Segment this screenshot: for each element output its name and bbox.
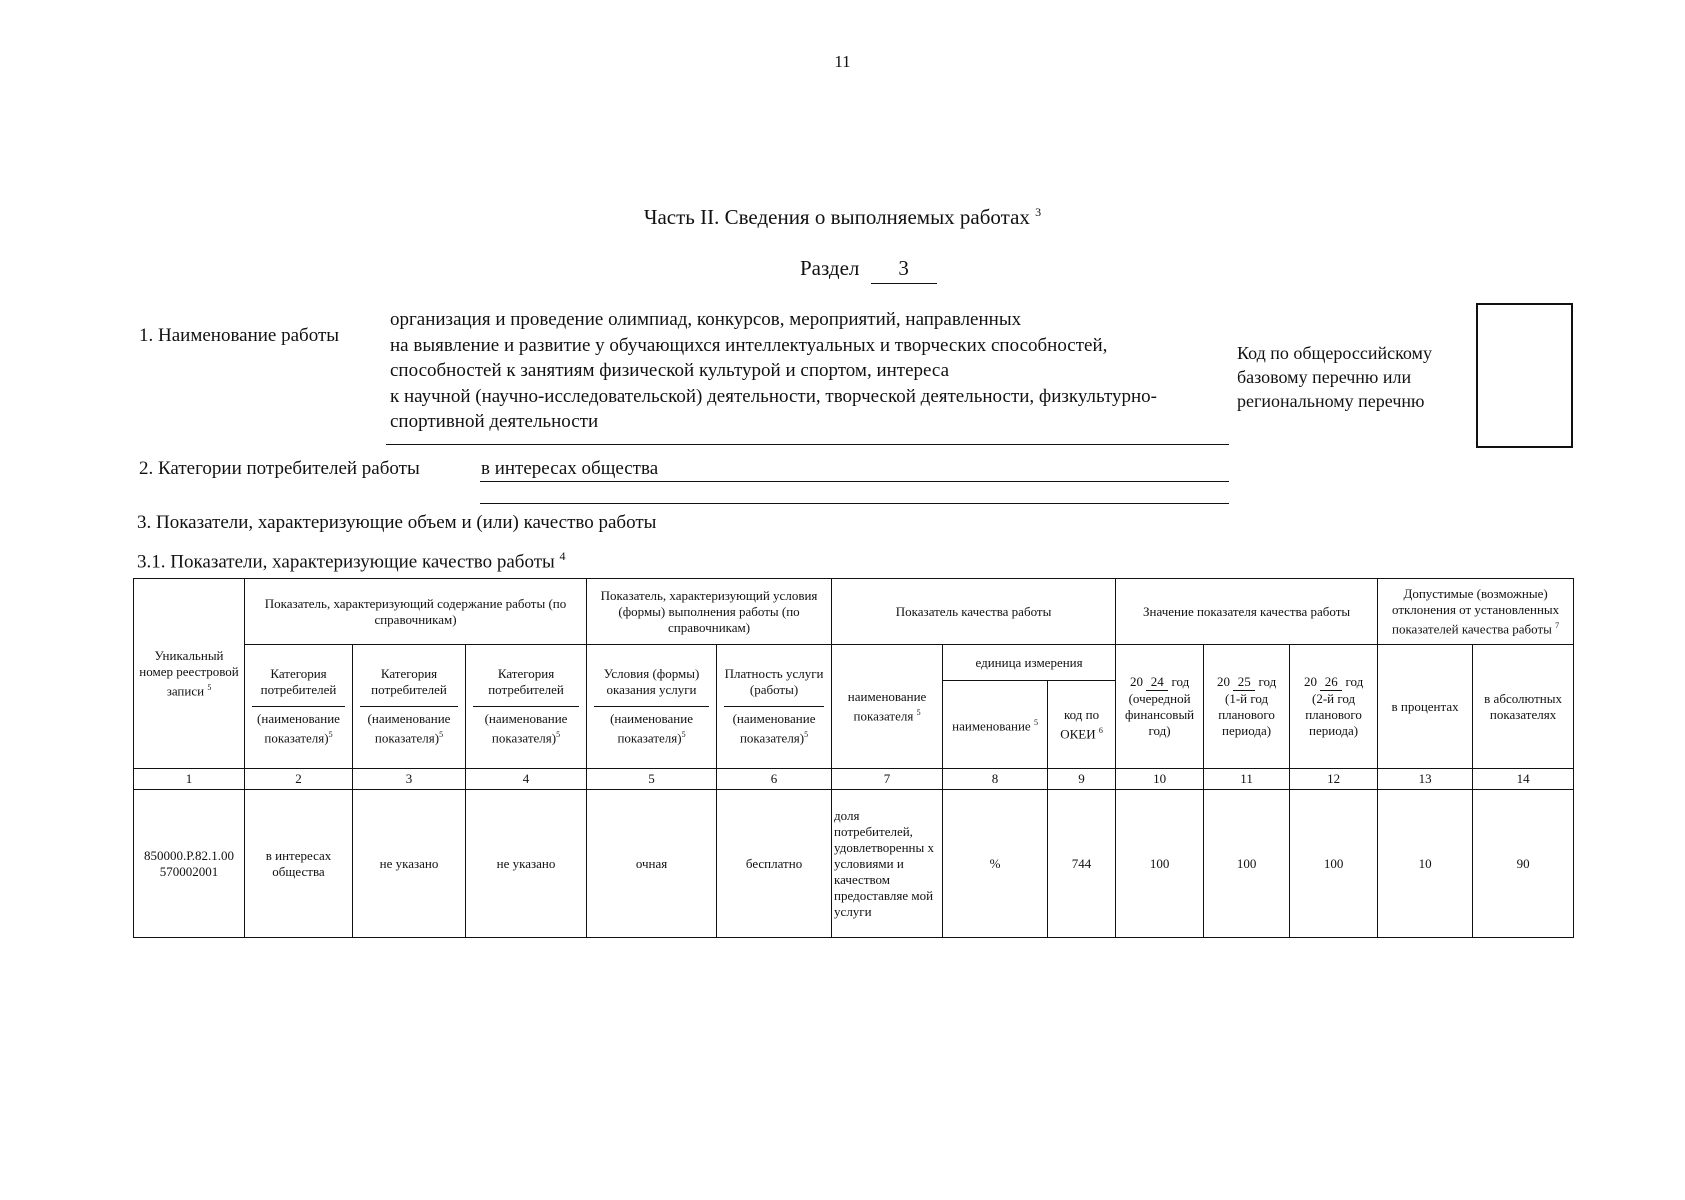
- year-3-desc: (2-й год планового периода): [1305, 691, 1362, 738]
- indicator-name-label: (наименование показателя): [257, 711, 340, 746]
- footnote: 5: [328, 730, 333, 740]
- year-word: год: [1171, 674, 1190, 689]
- year-2-desc: (1-й год планового периода): [1218, 691, 1275, 738]
- col-number: 12: [1290, 769, 1378, 790]
- conditions-form-label: Условия (формы) оказания услуги: [594, 666, 709, 707]
- col-number: 9: [1048, 769, 1116, 790]
- work-name-value: [390, 307, 1230, 435]
- header-unique-number: [134, 579, 245, 769]
- work-name-underline: [386, 444, 1229, 445]
- footnote: 5: [681, 730, 686, 740]
- category-label: Категория потребителей: [360, 666, 458, 707]
- footnote: 6: [1098, 725, 1103, 735]
- quality-table: [133, 578, 1574, 938]
- cell-value-3: 100: [1290, 790, 1378, 938]
- col-number: 4: [466, 769, 587, 790]
- cell-value-1: 100: [1116, 790, 1204, 938]
- year-prefix: 20: [1303, 674, 1317, 689]
- section-heading: [800, 256, 937, 284]
- payment-label: Платность услуги (работы): [724, 666, 824, 707]
- cell-unit: %: [943, 790, 1048, 938]
- header-category-3: [466, 645, 587, 769]
- consumers-underline-2: [480, 503, 1229, 504]
- header-unit: единица измерения: [943, 645, 1116, 681]
- indicator-name-label: (наименование показателя): [367, 711, 451, 746]
- col-number: 8: [943, 769, 1048, 790]
- cell-value-2: 100: [1204, 790, 1290, 938]
- work-name-line: спортивной деятельности: [390, 411, 599, 432]
- part-title-footnote: 3: [1035, 205, 1042, 219]
- consumers-underline: [480, 481, 1229, 482]
- header-okei: [1048, 681, 1116, 769]
- page-number: 11: [834, 52, 851, 71]
- header-deviation: [1378, 579, 1574, 645]
- year-1: 24: [1146, 674, 1168, 691]
- code-label: [1237, 341, 1457, 413]
- heading-3-1-text: 3.1. Показатели, характеризующие качество работы: [137, 551, 555, 573]
- year-3: 26: [1320, 674, 1342, 691]
- footnote: 5: [556, 730, 561, 740]
- code-box: [1476, 303, 1573, 448]
- footnote: 5: [207, 682, 212, 692]
- header-deviation-text: Допустимые (возможные) отклонения от установленных показателей качества работы: [1391, 585, 1560, 637]
- header-year-3: [1290, 645, 1378, 769]
- year-prefix: 20: [1216, 674, 1230, 689]
- code-label-line: Код по общероссийскому: [1237, 343, 1432, 363]
- work-name-line: на выявление и развитие у обучающихся интеллектуальных и творческих способностей,: [390, 334, 1108, 356]
- header-in-percent: в процентах: [1378, 645, 1473, 769]
- col-number: 6: [717, 769, 832, 790]
- part-title: [0, 205, 1685, 230]
- section-number: 3: [871, 256, 937, 284]
- header-conditions: Показатель, характеризующий условия (формы) выполнения работы (по справочникам): [587, 579, 832, 645]
- heading-3-1: [137, 549, 566, 573]
- cell-dev-abs: 90: [1473, 790, 1574, 938]
- table-row: [134, 790, 1574, 938]
- indicator-name-label: (наименование показателя): [484, 711, 568, 746]
- okei-text: код по ОКЕИ: [1060, 706, 1100, 742]
- cell-reg-number: 850000.Р.82.1.00 570002001: [134, 790, 245, 938]
- cell-indicator: доля потребителей, удовлетворенны х условиями и качеством предоставляе мой услуги: [832, 790, 943, 938]
- heading-3-1-footnote: 4: [559, 549, 566, 563]
- header-content: Показатель, характеризующий содержание работы (по справочникам): [245, 579, 587, 645]
- cell-category-1: в интересах общества: [245, 790, 353, 938]
- cell-dev-percent: 10: [1378, 790, 1473, 938]
- code-label-line: базовому перечню или: [1237, 367, 1412, 387]
- part-title-text: Часть II. Сведения о выполняемых работах: [643, 205, 1030, 229]
- unit-name-text: наименование: [952, 718, 1031, 734]
- section-label: Раздел: [800, 256, 860, 280]
- col-number: 14: [1473, 769, 1574, 790]
- work-name-label: 1. Наименование работы: [139, 325, 340, 346]
- footnote: 5: [1033, 717, 1038, 727]
- heading-3: 3. Показатели, характеризующие объем и (или) качество работы: [137, 512, 657, 533]
- cell-form: очная: [587, 790, 717, 938]
- consumers-value: в интересах общества: [481, 458, 659, 479]
- col-number: 7: [832, 769, 943, 790]
- work-name-line: к научной (научно-исследовательской) деятельности, творческой деятельности, физкультурно-: [390, 385, 1157, 407]
- col-number: 13: [1378, 769, 1473, 790]
- year-prefix: 20: [1129, 674, 1143, 689]
- col-number: 5: [587, 769, 717, 790]
- indicator-name-label: (наименование показателя): [732, 711, 816, 746]
- header-quality: Показатель качества работы: [832, 579, 1116, 645]
- header-unique-number-text: Уникальный номер реестровой записи: [139, 647, 239, 699]
- header-unit-name: [943, 681, 1048, 769]
- header-indicator-name: [832, 645, 943, 769]
- year-2: 25: [1233, 674, 1255, 691]
- year-word: год: [1258, 674, 1277, 689]
- year-1-desc: (очередной финансовый год): [1124, 691, 1195, 738]
- footnote: 7: [1555, 620, 1560, 630]
- category-label: Категория потребителей: [252, 666, 345, 707]
- header-value: Значение показателя качества работы: [1116, 579, 1378, 645]
- col-number: 3: [353, 769, 466, 790]
- footnote: 5: [916, 707, 921, 717]
- header-in-abs: в абсолютных показателях: [1473, 645, 1574, 769]
- consumers-label: 2. Категории потребителей работы: [139, 458, 420, 479]
- cell-payment: бесплатно: [717, 790, 832, 938]
- footnote: 5: [439, 730, 444, 740]
- year-word: год: [1345, 674, 1364, 689]
- work-name-line: способностей к занятиям физической культурой и спортом, интереса: [390, 360, 950, 381]
- work-name-line: организация и проведение олимпиад, конкурсов, мероприятий, направленных: [390, 309, 1022, 330]
- header-category-2: [353, 645, 466, 769]
- cell-category-3: не указано: [466, 790, 587, 938]
- category-label: Категория потребителей: [473, 666, 579, 707]
- header-year-2: [1204, 645, 1290, 769]
- code-label-line: региональному перечню: [1237, 391, 1425, 411]
- cell-okei: 744: [1048, 790, 1116, 938]
- header-payment: [717, 645, 832, 769]
- indicator-name-label: (наименование показателя): [610, 711, 693, 746]
- col-number: 2: [245, 769, 353, 790]
- header-conditions-form: [587, 645, 717, 769]
- col-number: 11: [1204, 769, 1290, 790]
- cell-category-2: не указано: [353, 790, 466, 938]
- col-number: 10: [1116, 769, 1204, 790]
- header-year-1: [1116, 645, 1204, 769]
- indicator-name-text: наименование показателя: [847, 688, 927, 724]
- col-number: 1: [134, 769, 245, 790]
- header-category-1: [245, 645, 353, 769]
- footnote: 5: [804, 730, 809, 740]
